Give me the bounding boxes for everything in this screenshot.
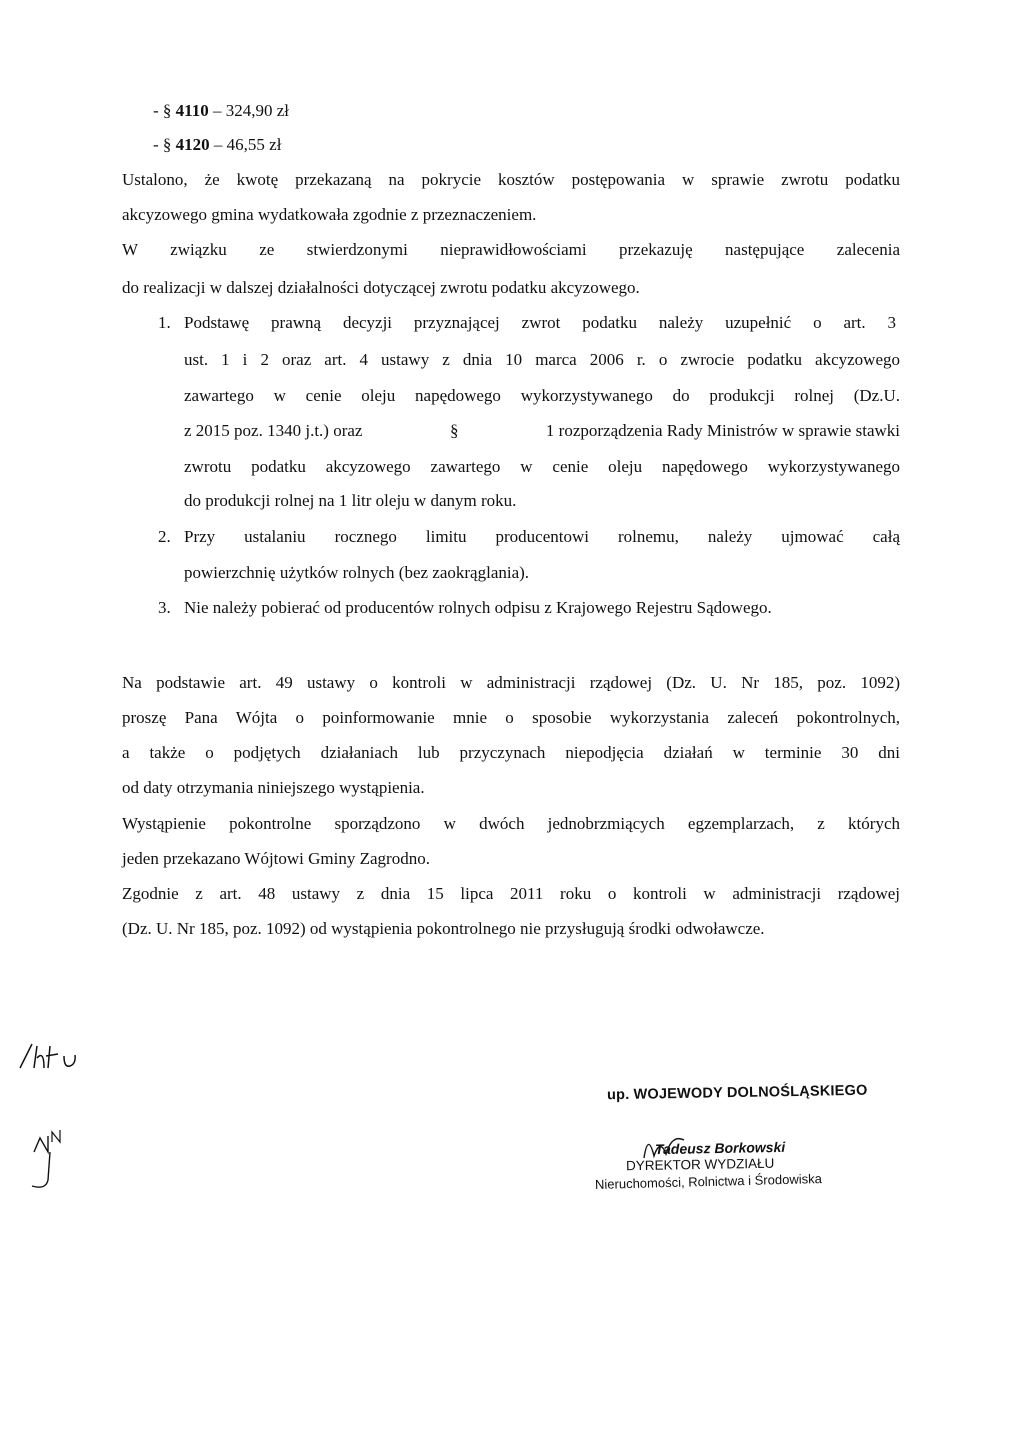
list-number: 3. bbox=[158, 598, 171, 617]
list-number: 2. bbox=[158, 527, 171, 546]
budget-line-4120 bbox=[153, 135, 281, 155]
handwritten-mark bbox=[26, 1128, 76, 1193]
section-sign: § bbox=[162, 135, 172, 154]
dash: - bbox=[153, 101, 159, 120]
en-dash: – bbox=[212, 101, 222, 120]
list-item-line: powierzchnię użytków rolnych (bez zaokrąglania). bbox=[184, 563, 530, 582]
section-sign: § bbox=[162, 101, 172, 120]
paragraph-line: Wystąpienie pokontrolne sporządzono w dwóch jednobrzmiących egzemplarzach, z których bbox=[122, 814, 900, 833]
stamp-department: Nieruchomości, Rolnictwa i Środowiska bbox=[594, 1171, 823, 1192]
paragraph-line: proszę Pana Wójta o poinformowanie mnie o sposobie wykorzystania zaleceń pokontrolnych, bbox=[122, 708, 900, 727]
text-fragment: z 2015 poz. 1340 j.t.) oraz bbox=[184, 421, 363, 440]
stamp-authority: up. WOJEWODY DOLNOŚLĄSKIEGO bbox=[606, 1082, 868, 1104]
paragraph-line: Na podstawie art. 49 ustawy o kontroli w administracji rządowej (Dz. U. Nr 185, poz. 1092) bbox=[122, 673, 900, 692]
stamp-title: DYREKTOR WYDZIAŁU bbox=[625, 1155, 775, 1174]
en-dash: – bbox=[213, 135, 223, 154]
dash: - bbox=[153, 135, 159, 154]
paragraph-line: akcyzowego gmina wydatkowała zgodnie z przeznaczeniem. bbox=[122, 205, 537, 224]
list-item-line: Przy ustalaniu rocznego limitu producentowi rolnemu, należy ujmować całą bbox=[184, 527, 900, 546]
list-item-line bbox=[184, 421, 900, 441]
paragraph-line: Ustalono, że kwotę przekazaną na pokrycie kosztów postępowania w sprawie zwrotu podatku bbox=[122, 170, 900, 189]
list-item-line: do produkcji rolnej na 1 litr oleju w danym roku. bbox=[184, 491, 517, 510]
list-item-line: zwrotu podatku akcyzowego zawartego w cenie oleju napędowego wykorzystywanego bbox=[184, 457, 900, 476]
paragraph-line: (Dz. U. Nr 185, poz. 1092) od wystąpienia pokontrolnego nie przysługują środki odwoławcze. bbox=[122, 919, 765, 938]
section-sign: § bbox=[449, 421, 459, 440]
list-item-line: ust. 1 i 2 oraz art. 4 ustawy z dnia 10 marca 2006 r. o zwrocie podatku akcyzowego bbox=[184, 350, 900, 369]
handwritten-initials bbox=[18, 1038, 88, 1078]
paragraph-line: jeden przekazano Wójtowi Gminy Zagrodno. bbox=[122, 849, 430, 868]
text-fragment: 1 rozporządzenia Rady Ministrów w sprawie stawki bbox=[545, 421, 900, 440]
list-item-line: zawartego w cenie oleju napędowego wykorzystywanego do produkcji rolnej (Dz.U. bbox=[184, 386, 900, 405]
budget-code: 4120 bbox=[175, 135, 210, 154]
stamp-signatory-name: Tadeusz Borkowski bbox=[654, 1138, 786, 1158]
paragraph-line: Zgodnie z art. 48 ustawy z dnia 15 lipca 2011 roku o kontroli w administracji rządowej bbox=[122, 884, 900, 903]
paragraph-line: W związku ze stwierdzonymi nieprawidłowościami przekazuję następujące zalecenia bbox=[122, 240, 900, 259]
paragraph-line: do realizacji w dalszej działalności dotyczącej zwrotu podatku akcyzowego. bbox=[122, 278, 640, 297]
list-number: 1. bbox=[158, 313, 171, 332]
budget-amount: 324,90 zł bbox=[225, 101, 290, 120]
paragraph-line: a także o podjętych działaniach lub przyczynach niepodjęcia działań w terminie 30 dni bbox=[122, 743, 900, 762]
budget-code: 4110 bbox=[175, 101, 209, 120]
budget-line-4110 bbox=[153, 101, 289, 121]
budget-amount: 46,55 zł bbox=[226, 135, 282, 154]
list-item-line: Nie należy pobierać od producentów rolnych odpisu z Krajowego Rejestru Sądowego. bbox=[184, 598, 772, 617]
list-item-line: Podstawę prawną decyzji przyznającej zwrot podatku należy uzupełnić o art. 3 bbox=[184, 313, 896, 332]
paragraph-line: od daty otrzymania niniejszego wystąpienia. bbox=[122, 778, 425, 797]
